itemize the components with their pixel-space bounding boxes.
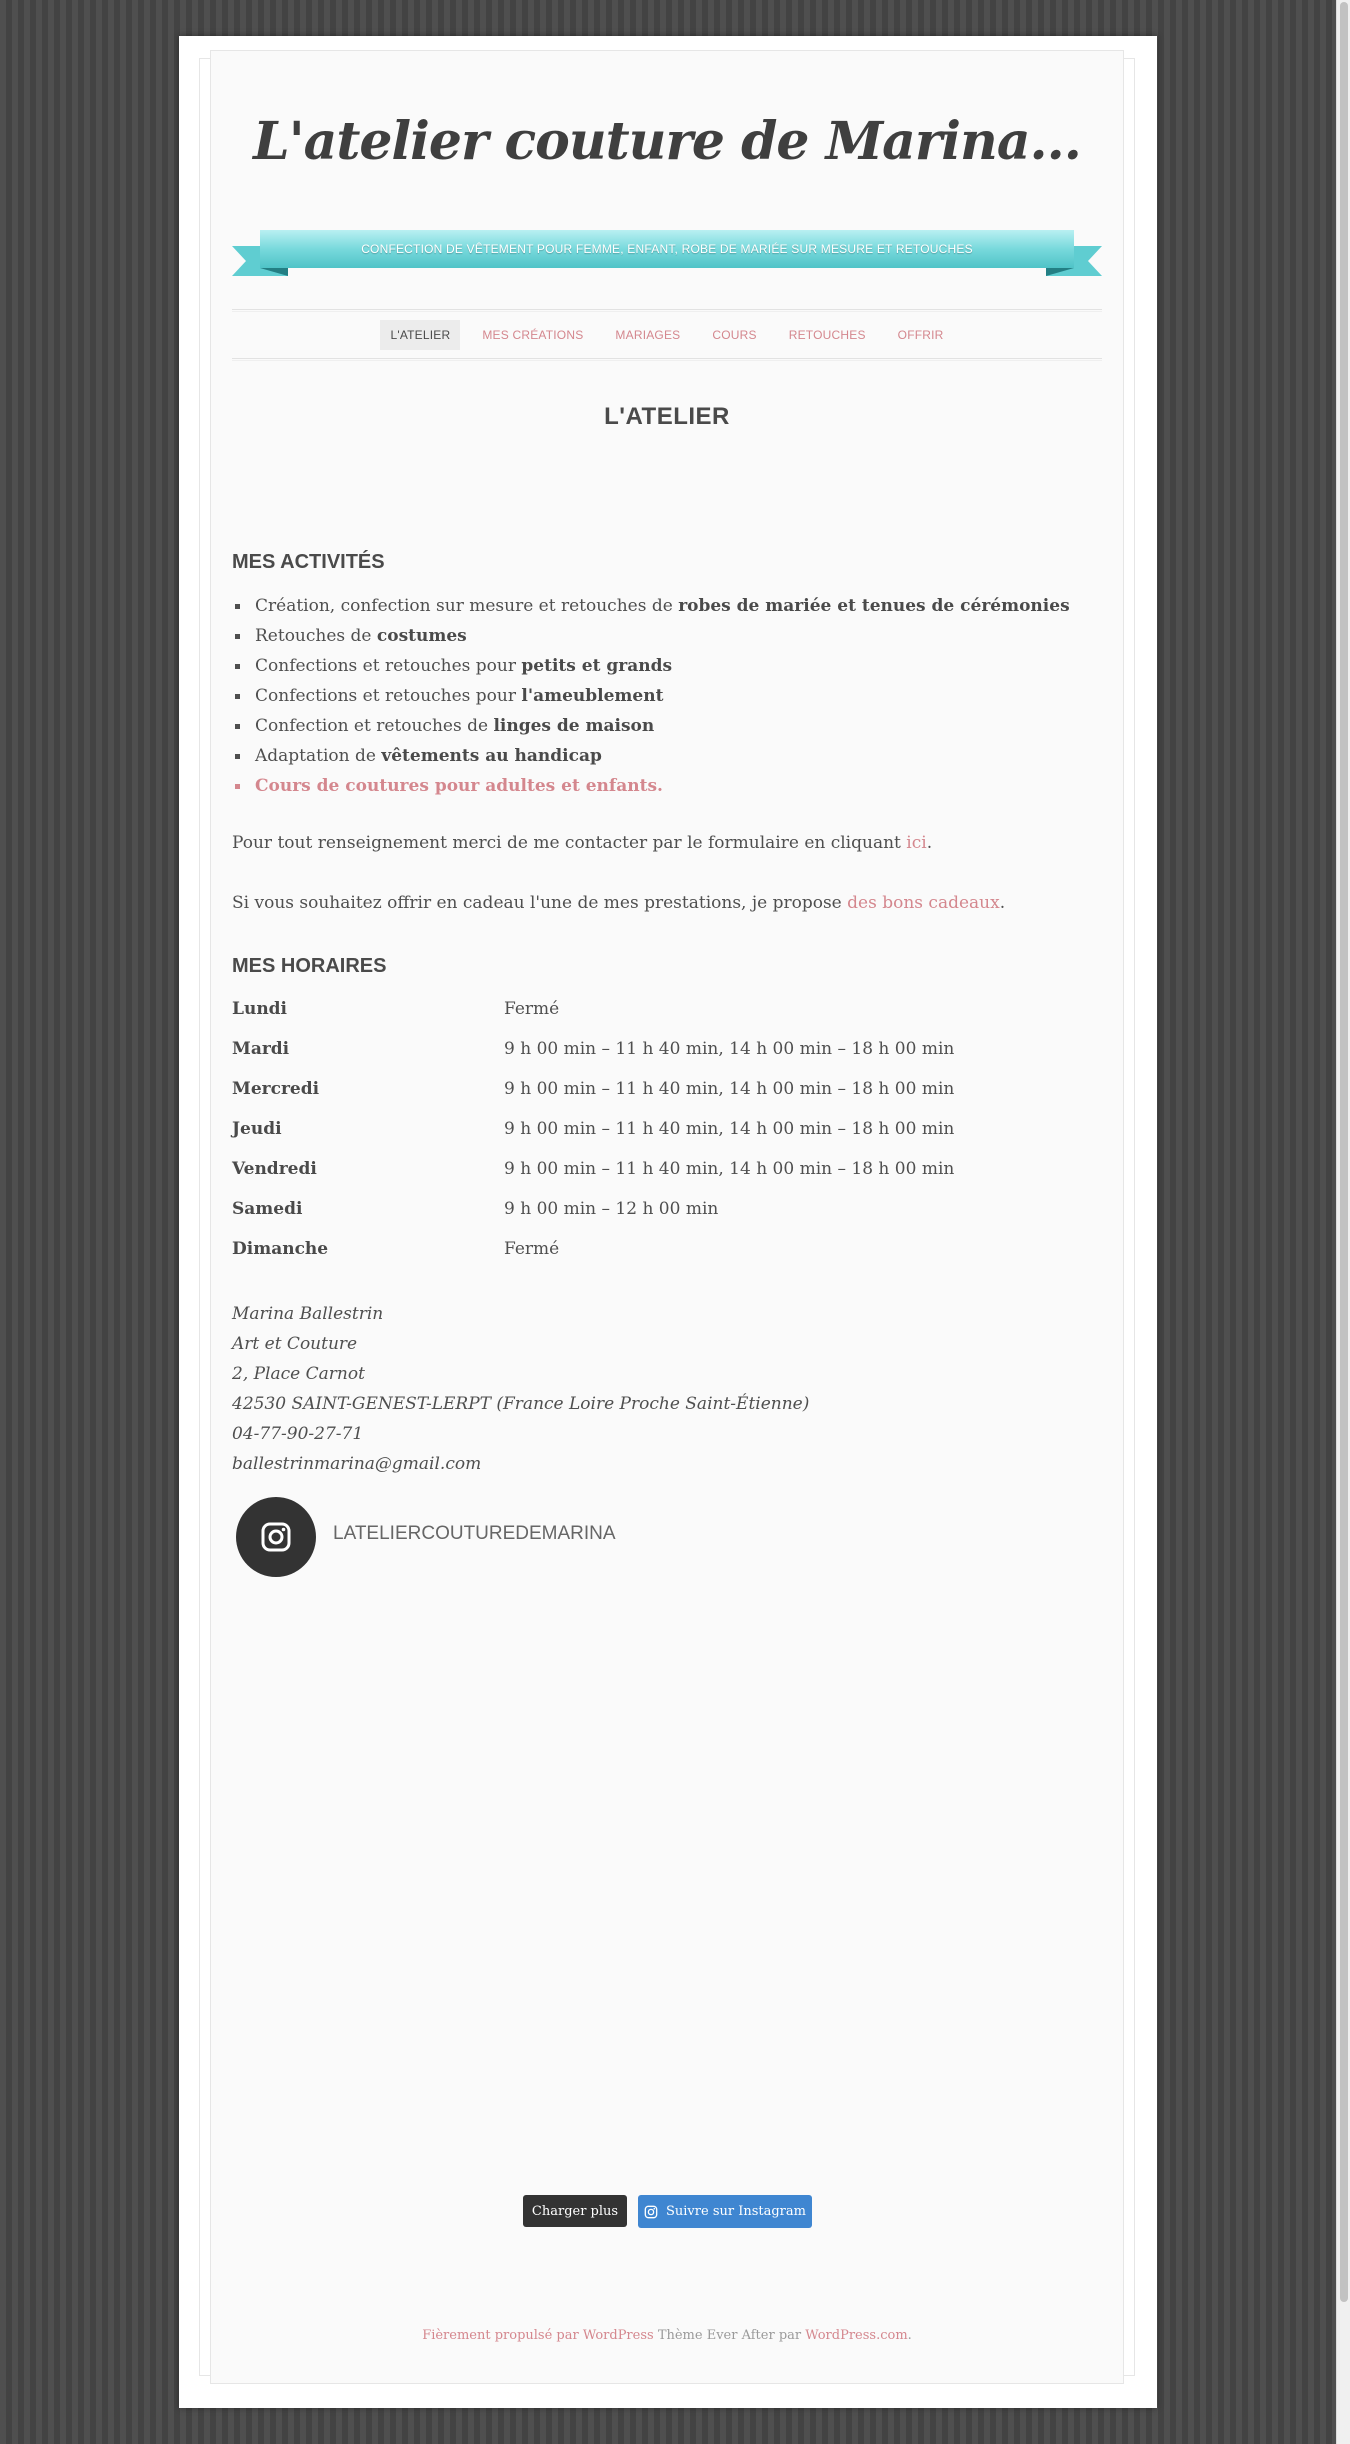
- address-street: 2, Place Carnot: [232, 1364, 365, 1384]
- page-inner: [211, 51, 1123, 2383]
- activity-item: [232, 741, 1102, 771]
- hours-row: [232, 1159, 1102, 1199]
- activity-bold: costumes: [376, 626, 467, 646]
- follow-instagram-button[interactable]: [638, 2195, 812, 2228]
- hours-day: Mardi: [232, 1039, 290, 1059]
- activity-text: Confections et retouches pour: [255, 656, 522, 676]
- hours-day: Lundi: [232, 999, 288, 1019]
- activity-text: Adaptation de: [255, 746, 382, 766]
- hours-row: [232, 999, 1102, 1039]
- hours-time: Fermé: [504, 1239, 560, 1259]
- instagram-icon: [260, 1521, 292, 1553]
- wordpress-com-link[interactable]: WordPress.com: [805, 2328, 908, 2343]
- gift-text: Si vous souhaitez offrir en cadeau l'une de mes prestations, je propose: [232, 893, 848, 913]
- scrollbar[interactable]: [1336, 0, 1350, 2444]
- activity-bold: vêtements au handicap: [381, 746, 602, 766]
- activity-text: Retouches de: [255, 626, 377, 646]
- instagram-username[interactable]: LATELIERCOUTUREDEMARINA: [333, 1523, 616, 1544]
- activity-item: [232, 651, 1102, 681]
- nav-divider-bottom: [232, 358, 1102, 361]
- site-footer: [232, 2328, 1102, 2343]
- hours-row: [232, 1079, 1102, 1119]
- nav-item-mes-creations[interactable]: MES CRÉATIONS: [482, 328, 584, 342]
- instagram-avatar[interactable]: [236, 1497, 316, 1577]
- hours-row: [232, 1199, 1102, 1239]
- activity-item: [232, 681, 1102, 711]
- nav-divider-top: [232, 309, 1102, 312]
- activity-item: [232, 621, 1102, 651]
- contact-paragraph: [232, 833, 1102, 853]
- contact-end: .: [926, 833, 933, 853]
- tagline-ribbon: [232, 228, 1102, 284]
- content-area: [232, 51, 1102, 2383]
- site-title[interactable]: L'atelier couture de Marina...: [253, 111, 1081, 172]
- site-tagline: CONFECTION DE VÊTEMENT POUR FEMME, ENFANT, ROBE DE MARIÉE SUR MESURE ET RETOUCHES: [361, 242, 973, 256]
- address-city: 42530 SAINT-GENEST-LERPT (France Loire Proche Saint-Étienne): [232, 1394, 810, 1414]
- hours-day: Mercredi: [232, 1079, 320, 1099]
- hours-time: 9 h 00 min – 12 h 00 min: [504, 1199, 719, 1219]
- scrollbar-thumb[interactable]: [1340, 2, 1348, 2302]
- hours-row: [232, 1039, 1102, 1079]
- address-block: [232, 1299, 809, 1479]
- contact-link[interactable]: ici: [906, 833, 927, 853]
- gift-paragraph: [232, 893, 1102, 913]
- footer-theme-text: Thème Ever After par: [653, 2328, 806, 2343]
- nav-item-mariages[interactable]: MARIAGES: [615, 328, 681, 342]
- hours-time: Fermé: [504, 999, 560, 1019]
- nav-item-retouches[interactable]: RETOUCHES: [788, 328, 866, 342]
- hours-day: Vendredi: [232, 1159, 317, 1179]
- footer-end: .: [907, 2328, 912, 2343]
- activity-item: [232, 711, 1102, 741]
- hours-time: 9 h 00 min – 11 h 40 min, 14 h 00 min – 18 h 00 min: [504, 1079, 955, 1099]
- nav-item-offrir[interactable]: OFFRIR: [897, 328, 944, 342]
- hours-day: Dimanche: [232, 1239, 329, 1259]
- address-phone: 04-77-90-27-71: [232, 1424, 364, 1444]
- activities-heading: MES ACTIVITÉS: [232, 551, 385, 573]
- nav-item-cours[interactable]: COURS: [712, 328, 757, 342]
- activity-bold: linges de maison: [493, 716, 655, 736]
- hours-row: [232, 1119, 1102, 1159]
- address-name: Marina Ballestrin: [232, 1304, 384, 1324]
- hours-day: Jeudi: [232, 1119, 282, 1139]
- activity-text: Confection et retouches de: [255, 716, 494, 736]
- load-more-button[interactable]: [523, 2195, 627, 2227]
- hours-day: Samedi: [232, 1199, 303, 1219]
- activity-bold: robes de mariée et tenues de cérémonies: [678, 596, 1070, 616]
- follow-instagram-label: Suivre sur Instagram: [666, 2204, 806, 2219]
- hours-row: [232, 1239, 1102, 1279]
- gift-cards-link[interactable]: des bons cadeaux: [847, 893, 1000, 913]
- activity-text: Création, confection sur mesure et retouches de: [255, 596, 679, 616]
- load-more-label: Charger plus: [531, 2203, 619, 2219]
- activity-item: [232, 591, 1102, 621]
- activity-bold: petits et grands: [521, 656, 673, 676]
- main-nav: [232, 317, 1102, 353]
- contact-text: Pour tout renseignement merci de me contacter par le formulaire en cliquant: [232, 833, 907, 853]
- address-company: Art et Couture: [232, 1334, 358, 1354]
- gift-end: .: [999, 893, 1006, 913]
- activities-list: [232, 591, 1102, 801]
- hours-time: 9 h 00 min – 11 h 40 min, 14 h 00 min – 18 h 00 min: [504, 1039, 955, 1059]
- activity-item-courses-link[interactable]: Cours de coutures pour adultes et enfants.: [232, 771, 1102, 801]
- hours-time: 9 h 00 min – 11 h 40 min, 14 h 00 min – 18 h 00 min: [504, 1119, 955, 1139]
- ribbon-graphic: [232, 228, 1102, 284]
- hours-heading: MES HORAIRES: [232, 955, 387, 977]
- wordpress-link[interactable]: Fièrement propulsé par WordPress: [422, 2328, 654, 2343]
- instagram-icon: [644, 2205, 658, 2219]
- activity-bold: l'ameublement: [521, 686, 664, 706]
- hours-time: 9 h 00 min – 11 h 40 min, 14 h 00 min – 18 h 00 min: [504, 1159, 955, 1179]
- page-title: L'ATELIER: [604, 403, 730, 430]
- activity-text: Confections et retouches pour: [255, 686, 522, 706]
- page-container: [179, 36, 1157, 2408]
- nav-item-latelier[interactable]: L'ATELIER: [380, 320, 460, 350]
- address-email: ballestrinmarina@gmail.com: [232, 1454, 482, 1474]
